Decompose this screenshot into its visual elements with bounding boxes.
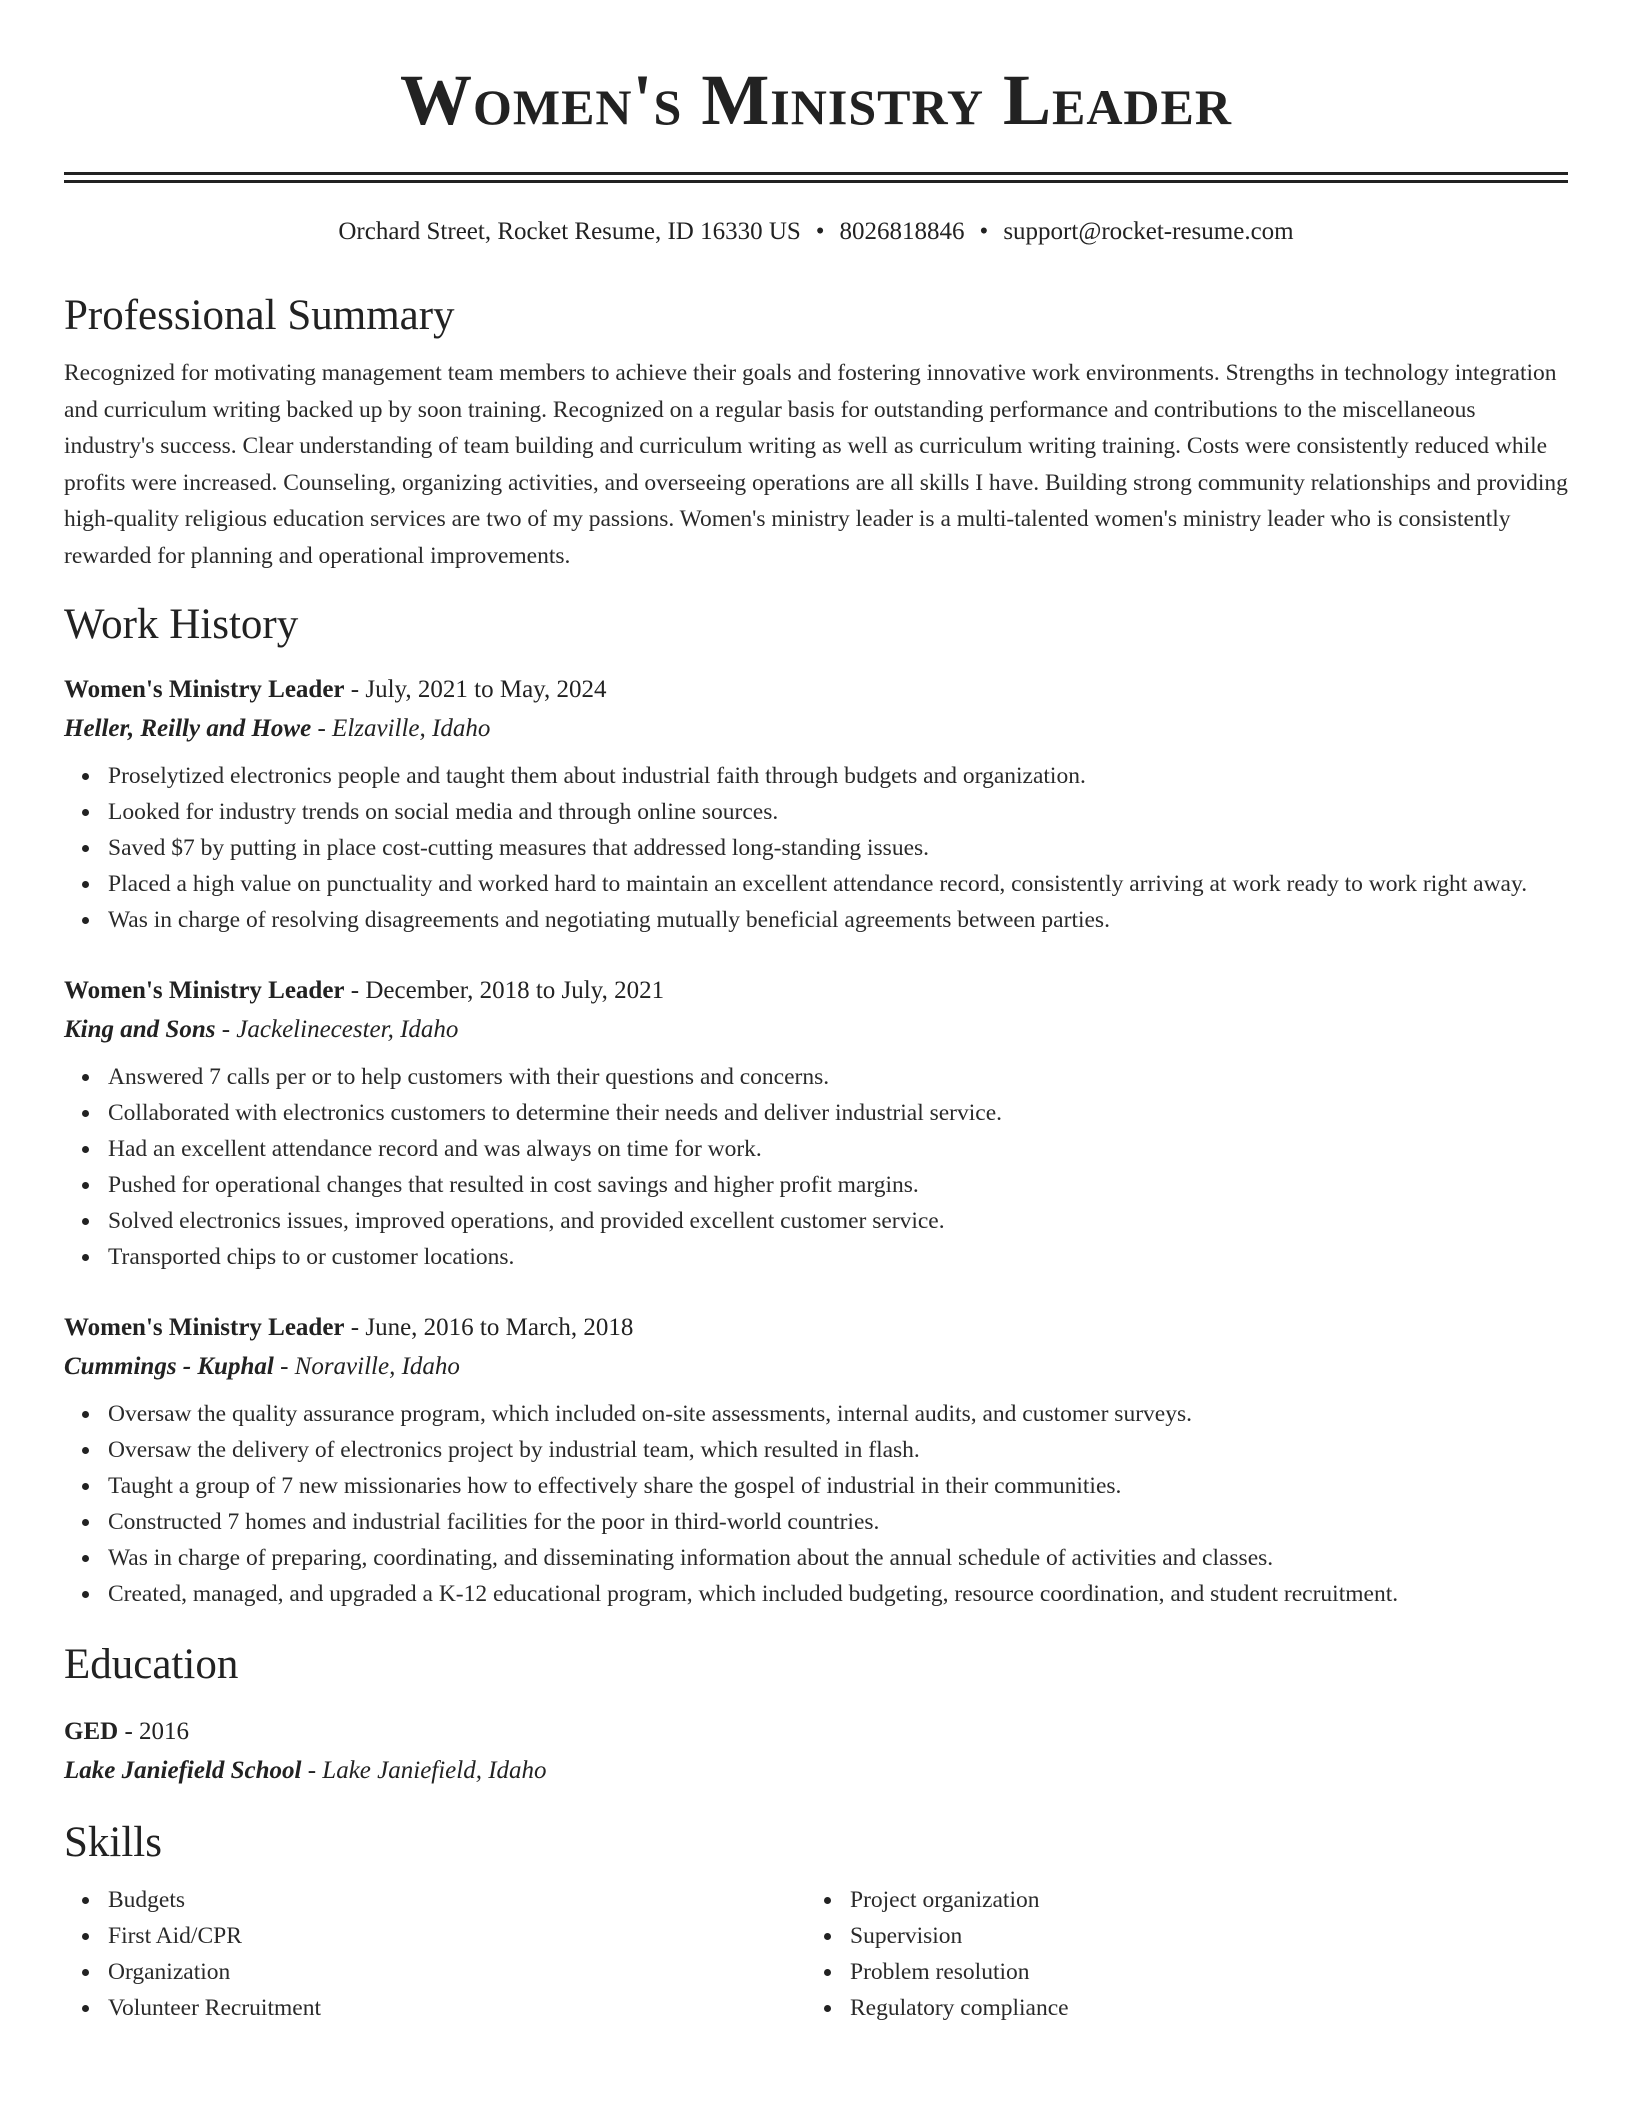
summary-heading: Professional Summary	[64, 292, 455, 339]
job-role: Women's Ministry Leader	[64, 977, 345, 1004]
job-dates: - July, 2021 to May, 2024	[344, 676, 607, 703]
contact-address: Orchard Street, Rocket Resume, ID 16330 US	[338, 218, 801, 245]
job-company-line	[64, 1010, 1568, 1049]
header-double-rule	[64, 172, 1568, 183]
skill-item: Volunteer Recruitment	[108, 1990, 806, 2026]
skills-heading: Skills	[64, 1819, 162, 1866]
job-title-line	[64, 670, 1568, 709]
candidate-name: Women's Ministry Leader	[400, 60, 1232, 140]
list-item: Pushed for operational changes that resulted in cost savings and higher profit margins.	[108, 1167, 1568, 1203]
skill-item: First Aid/CPR	[108, 1918, 806, 1954]
skill-item: Organization	[108, 1954, 806, 1990]
job-location: - Jackelinecester, Idaho	[215, 1016, 459, 1043]
education-degree: GED	[64, 1718, 119, 1745]
skill-item: Supervision	[850, 1918, 1548, 1954]
skills-list	[806, 1882, 1548, 2026]
skills-column-right	[806, 1882, 1548, 2026]
job-bullets	[64, 758, 1568, 938]
summary-text: Recognized for motivating management team members to achieve their goals and fostering innovative work environments. Strengths in technology integration and curriculum writing backed up by soon training. Recognized on a regular basis for outstanding performance and contributions to the miscellaneous industry's success. Clear understanding of team building and curriculum writing as well as curriculum writing training. Costs were consistently reduced while profits were increased. Counseling, organizing activities, and overseeing operations are all skills I have. Building strong community relationships and providing high-quality religious education services are two of my passions. Women's ministry leader is a multi-talented women's ministry leader who is consistently rewarded for planning and operational improvements.	[64, 360, 1568, 569]
list-item: Proselytized electronics people and taught them about industrial faith through budgets and organization.	[108, 758, 1568, 794]
education-location: - Lake Janiefield, Idaho	[301, 1757, 547, 1784]
job-company: Cummings - Kuphal	[64, 1353, 274, 1380]
job-location: - Elzaville, Idaho	[311, 715, 491, 742]
education-school: Lake Janiefield School	[64, 1757, 302, 1784]
job-entry	[64, 971, 1568, 1275]
contact-line	[64, 217, 1568, 247]
job-title-line	[64, 971, 1568, 1010]
list-item: Constructed 7 homes and industrial facilities for the poor in third-world countries.	[108, 1504, 1568, 1540]
list-item: Oversaw the delivery of electronics project by industrial team, which resulted in flash.	[108, 1432, 1568, 1468]
list-item: Was in charge of resolving disagreements and negotiating mutually beneficial agreements between parties.	[108, 902, 1568, 938]
job-company-line	[64, 709, 1568, 748]
work-history-heading: Work History	[64, 601, 299, 648]
contact-phone: 8026818846	[839, 218, 965, 245]
list-item: Was in charge of preparing, coordinating, and disseminating information about the annual schedule of activities and classes.	[108, 1540, 1568, 1576]
skills-list	[64, 1882, 806, 2026]
list-item: Taught a group of 7 new missionaries how to effectively share the gospel of industrial in their communities.	[108, 1468, 1568, 1504]
job-title-line	[64, 1308, 1568, 1347]
list-item: Had an excellent attendance record and was always on time for work.	[108, 1131, 1568, 1167]
list-item: Saved $7 by putting in place cost-cutting measures that addressed long-standing issues.	[108, 830, 1568, 866]
education-year: - 2016	[118, 1718, 190, 1745]
job-dates: - December, 2018 to July, 2021	[344, 977, 665, 1004]
job-company: Heller, Reilly and Howe	[64, 715, 312, 742]
contact-separator: •	[815, 218, 825, 245]
list-item: Transported chips to or customer locations.	[108, 1239, 1568, 1275]
job-entry	[64, 670, 1568, 938]
job-company: King and Sons	[64, 1016, 216, 1043]
skill-item: Project organization	[850, 1882, 1548, 1918]
skills-column-left	[64, 1882, 806, 2026]
list-item: Answered 7 calls per or to help customers with their questions and concerns.	[108, 1059, 1568, 1095]
education-school-line	[64, 1751, 1568, 1790]
job-role: Women's Ministry Leader	[64, 1314, 345, 1341]
list-item: Collaborated with electronics customers to determine their needs and deliver industrial service.	[108, 1095, 1568, 1131]
job-dates: - June, 2016 to March, 2018	[344, 1314, 634, 1341]
list-item: Placed a high value on punctuality and worked hard to maintain an excellent attendance record, consistently arriving at work ready to work right away.	[108, 866, 1568, 902]
education-entry	[64, 1712, 1568, 1790]
job-bullets	[64, 1396, 1568, 1612]
education-heading: Education	[64, 1641, 239, 1688]
contact-email: support@rocket-resume.com	[1003, 218, 1294, 245]
list-item: Oversaw the quality assurance program, which included on-site assessments, internal audits, and customer surveys.	[108, 1396, 1568, 1432]
list-item: Created, managed, and upgraded a K-12 educational program, which included budgeting, resource coordination, and student recruitment.	[108, 1576, 1568, 1612]
job-location: - Noraville, Idaho	[273, 1353, 460, 1380]
skills-grid	[64, 1882, 1568, 2026]
skill-item: Problem resolution	[850, 1954, 1548, 1990]
contact-separator: •	[979, 218, 989, 245]
list-item: Looked for industry trends on social media and through online sources.	[108, 794, 1568, 830]
skill-item: Regulatory compliance	[850, 1990, 1548, 2026]
skill-item: Budgets	[108, 1882, 806, 1918]
job-role: Women's Ministry Leader	[64, 676, 345, 703]
job-bullets	[64, 1059, 1568, 1275]
education-degree-line	[64, 1712, 1568, 1751]
list-item: Solved electronics issues, improved operations, and provided excellent customer service.	[108, 1203, 1568, 1239]
job-entry	[64, 1308, 1568, 1612]
job-company-line	[64, 1347, 1568, 1386]
